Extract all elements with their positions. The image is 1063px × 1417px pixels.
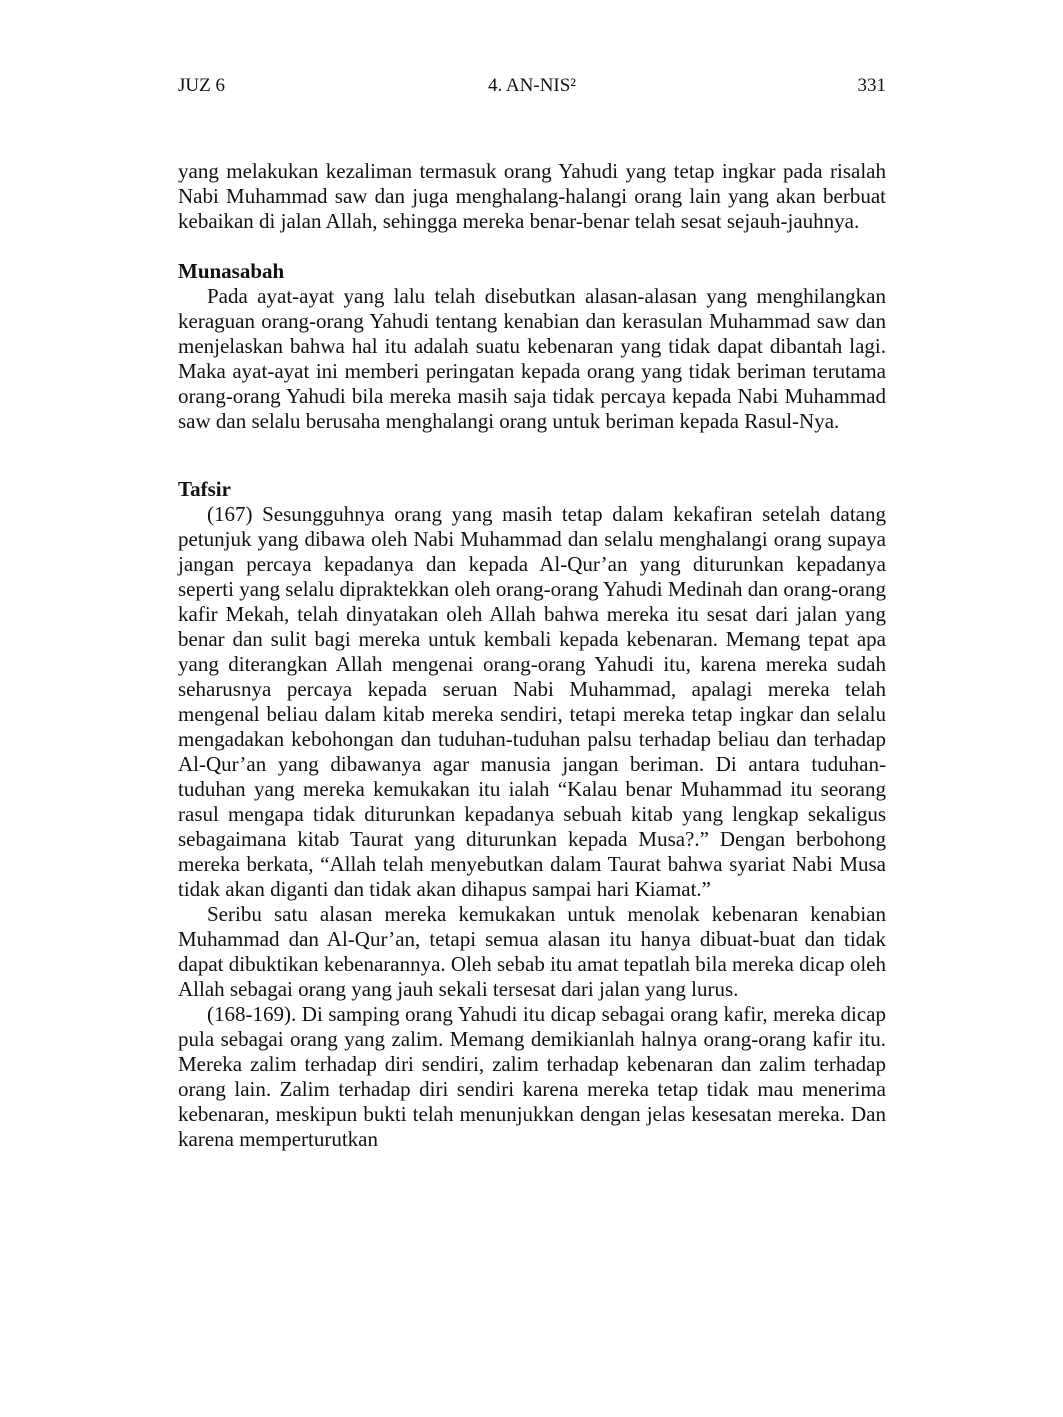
tafsir-paragraph-167: (167) Sesungguhnya orang yang masih tetap dalam kekafiran setelah datang petunjuk yang dibawa oleh Nabi Muhammad dan selalu menghalangi orang supaya jangan percaya kepadanya dan kepada Al-Qur’an yang diturunkan kepadanya seperti yang selalu dipraktekkan oleh orang-orang Yahudi Medinah dan orang-orang kafir Mekah, telah dinyatakan oleh Allah bahwa mereka itu sesat dari jalan yang benar dan sulit bagi mereka untuk kembali kepada kebenaran. Memang tepat apa yang diterangkan Allah mengenai orang-orang Yahudi itu, karena mereka sudah seharusnya percaya kepada seruan Nabi Muhammad, apalagi mereka telah mengenal beliau dalam kitab mereka sendiri, tetapi mereka tetap ingkar dan selalu mengadakan kebohongan dan tuduhan-tuduhan palsu terhadap beliau dan terhadap Al-Qur’an yang dibawanya agar manusia jangan beriman. Di antara tuduhan-tuduhan yang mereka kemukakan itu ialah “Kalau benar Muhammad itu seorang rasul mengapa tidak diturunkan kepadanya sebuah kitab yang lengkap sekaligus sebagaimana kitab Taurat yang diturunkan kepada Musa?.” Dengan berbohong mereka berkata, “Allah telah menyebutkan dalam Taurat bahwa syariat Nabi Musa tidak akan diganti dan tidak akan dihapus sampai hari Kiamat.” <box>178 502 886 901</box>
section-spacer <box>178 434 886 477</box>
page-body <box>178 159 886 1152</box>
tafsir-paragraph-continuation: Seribu satu alasan mereka kemukakan untuk menolak kebenaran kenabian Muhammad dan Al-Qur’an, tetapi semua alasan itu hanya dibuat-buat dan tidak dapat dibuktikan kebenarannya. Oleh sebab itu amat tepatlah bila mereka dicap oleh Allah sebagai orang yang jauh sekali tersesat dari jalan yang lurus. <box>178 902 886 1001</box>
page-header <box>178 74 886 98</box>
surah-title: 4. AN-NIS² <box>487 75 577 96</box>
munasabah-paragraph: Pada ayat-ayat yang lalu telah disebutkan alasan-alasan yang menghilangkan keraguan orang-orang Yahudi tentang kenabian dan kerasulan Muhammad saw dan menjelaskan bahwa hal itu adalah suatu kebenaran yang tidak dapat dibantah lagi. Maka ayat-ayat ini memberi peringatan kepada orang yang tidak beriman terutama orang-orang Yahudi bila mereka masih saja tidak percaya kepada Nabi Muhammad saw dan selalu berusaha menghalangi orang untuk beriman kepada Rasul-Nya. <box>178 284 886 433</box>
section-spacer <box>178 234 886 259</box>
tafsir-paragraph-168-169: (168-169). Di samping orang Yahudi itu dicap sebagai orang kafir, mereka dicap pula sebagai orang yang zalim. Memang demikianlah halnya orang-orang kafir itu. Mereka zalim terhadap diri sendiri, zalim terhadap kebenaran dan zalim terhadap orang lain. Zalim terhadap diri sendiri karena mereka tetap tidak mau menerima kebenaran, meskipun bukti telah menunjukkan dengan jelas kesesatan mereka. Dan karena memperturutkan <box>178 1002 886 1151</box>
document-page <box>178 0 886 1417</box>
page-number: 331 <box>857 75 886 96</box>
juz-label: JUZ 6 <box>178 75 225 96</box>
tafsir-heading: Tafsir <box>178 477 231 501</box>
intro-paragraph: yang melakukan kezaliman termasuk orang Yahudi yang tetap ingkar pada risalah Nabi Muhammad saw dan juga menghalang-halangi orang lain yang akan berbuat kebaikan di jalan Allah, sehingga mereka benar-benar telah sesat sejauh-jauhnya. <box>178 159 886 233</box>
munasabah-heading: Munasabah <box>178 259 285 283</box>
